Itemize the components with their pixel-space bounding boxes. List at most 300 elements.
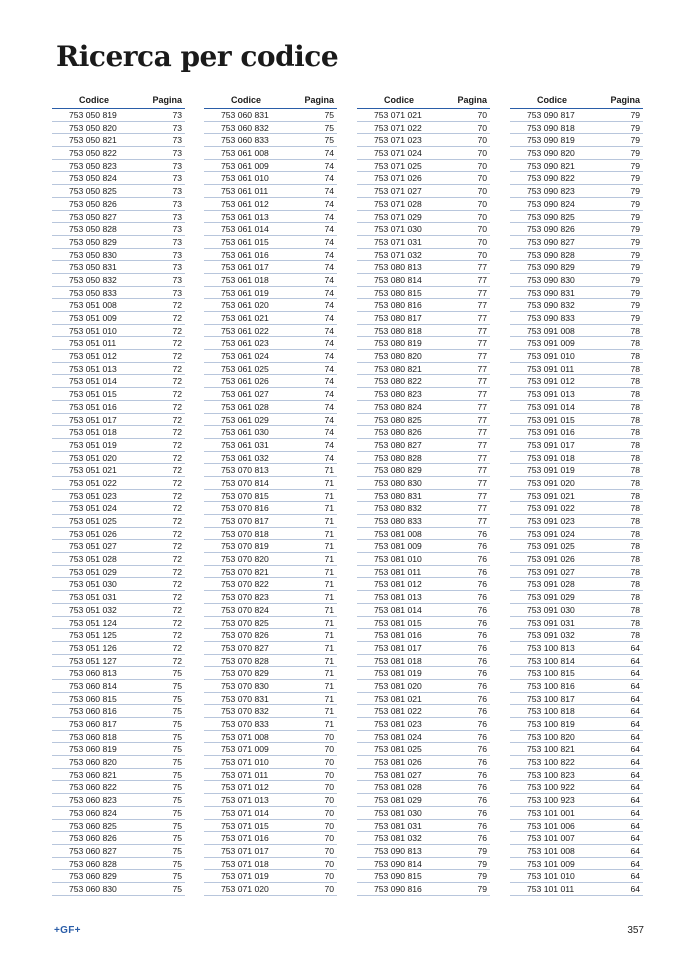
code-cell: 753 091 019 bbox=[527, 465, 575, 476]
table-row bbox=[204, 388, 337, 401]
code-cell: 753 081 023 bbox=[374, 719, 422, 729]
code-cell: 753 080 821 bbox=[374, 363, 422, 374]
page-cell: 78 bbox=[630, 541, 640, 552]
page-cell: 74 bbox=[324, 186, 334, 197]
code-cell: 753 070 813 bbox=[221, 465, 269, 476]
page-cell: 70 bbox=[324, 845, 334, 856]
table-row bbox=[510, 591, 643, 604]
page-cell: 76 bbox=[477, 680, 487, 691]
table-row bbox=[204, 604, 337, 617]
table-header bbox=[357, 95, 490, 109]
code-cell: 753 060 821 bbox=[69, 769, 117, 780]
table-row bbox=[357, 807, 490, 820]
code-cell: 753 080 814 bbox=[374, 274, 422, 285]
table-row bbox=[52, 249, 185, 262]
code-cell: 753 091 021 bbox=[527, 490, 575, 501]
code-cell: 753 061 009 bbox=[221, 160, 269, 171]
table-row bbox=[204, 337, 337, 350]
page-cell: 64 bbox=[630, 680, 640, 691]
page-cell: 72 bbox=[172, 427, 182, 438]
code-cell: 753 060 822 bbox=[69, 782, 117, 793]
code-cell: 753 080 819 bbox=[374, 338, 422, 349]
table-row bbox=[357, 540, 490, 553]
page-cell: 77 bbox=[477, 427, 487, 438]
code-cell: 753 100 822 bbox=[527, 757, 575, 768]
code-cell: 753 100 814 bbox=[527, 655, 575, 666]
code-cell: 753 100 821 bbox=[527, 744, 575, 755]
page-cell: 64 bbox=[630, 883, 640, 894]
table-row bbox=[510, 502, 643, 515]
code-cell: 753 081 012 bbox=[374, 579, 422, 590]
code-cell: 753 081 029 bbox=[374, 795, 422, 806]
code-cell: 753 090 816 bbox=[374, 883, 422, 894]
page-cell: 64 bbox=[630, 731, 640, 742]
page-cell: 70 bbox=[324, 883, 334, 894]
code-cell: 753 060 814 bbox=[69, 680, 117, 691]
code-cell: 753 081 016 bbox=[374, 630, 422, 641]
page-cell: 64 bbox=[630, 706, 640, 717]
code-cell: 753 081 008 bbox=[374, 528, 422, 539]
page-cell: 70 bbox=[477, 110, 487, 120]
page-cell: 79 bbox=[630, 148, 640, 159]
page-cell: 74 bbox=[324, 427, 334, 438]
code-cell: 753 071 016 bbox=[221, 833, 269, 844]
page-cell: 79 bbox=[630, 287, 640, 298]
page-cell: 76 bbox=[477, 604, 487, 615]
table-row bbox=[204, 185, 337, 198]
page-cell: 71 bbox=[324, 655, 334, 666]
page-cell: 78 bbox=[630, 554, 640, 565]
table-row bbox=[204, 490, 337, 503]
table-row bbox=[510, 223, 643, 236]
page-cell: 73 bbox=[172, 122, 182, 133]
code-cell: 753 090 817 bbox=[527, 110, 575, 120]
page-cell: 76 bbox=[477, 807, 487, 818]
table-row bbox=[510, 350, 643, 363]
code-cell: 753 081 022 bbox=[374, 706, 422, 717]
page-cell: 75 bbox=[172, 782, 182, 793]
table-row bbox=[52, 617, 185, 630]
page-cell: 70 bbox=[477, 198, 487, 209]
table-row bbox=[52, 667, 185, 680]
table-header bbox=[510, 95, 643, 109]
code-cell: 753 070 821 bbox=[221, 566, 269, 577]
page-cell: 77 bbox=[477, 300, 487, 311]
table-row bbox=[52, 325, 185, 338]
code-cell: 753 050 822 bbox=[69, 148, 117, 159]
table-row bbox=[52, 502, 185, 515]
page-cell: 64 bbox=[630, 668, 640, 679]
table-row bbox=[510, 731, 643, 744]
page-cell: 64 bbox=[630, 845, 640, 856]
table-row bbox=[357, 629, 490, 642]
table-row bbox=[204, 122, 337, 135]
code-cell: 753 070 818 bbox=[221, 528, 269, 539]
table-row bbox=[510, 401, 643, 414]
page-cell: 75 bbox=[172, 719, 182, 729]
code-cell: 753 081 010 bbox=[374, 554, 422, 565]
page-cell: 71 bbox=[324, 617, 334, 628]
code-cell: 753 061 023 bbox=[221, 338, 269, 349]
page-cell: 71 bbox=[324, 477, 334, 488]
table-row bbox=[357, 502, 490, 515]
code-cell: 753 050 830 bbox=[69, 249, 117, 260]
code-cell: 753 060 818 bbox=[69, 731, 117, 742]
code-cell: 753 091 023 bbox=[527, 516, 575, 526]
page-cell: 79 bbox=[630, 160, 640, 171]
code-cell: 753 080 823 bbox=[374, 389, 422, 400]
page-cell: 75 bbox=[172, 668, 182, 679]
code-cell: 753 070 822 bbox=[221, 579, 269, 590]
page-cell: 75 bbox=[172, 871, 182, 882]
table-row bbox=[52, 680, 185, 693]
page-cell: 74 bbox=[324, 351, 334, 362]
code-cell: 753 070 816 bbox=[221, 503, 269, 514]
page-cell: 79 bbox=[630, 173, 640, 184]
table-row bbox=[357, 363, 490, 376]
page-cell: 78 bbox=[630, 414, 640, 425]
table-row bbox=[52, 566, 185, 579]
table-row bbox=[204, 109, 337, 122]
table-row bbox=[510, 743, 643, 756]
table-row bbox=[204, 350, 337, 363]
table-row bbox=[510, 452, 643, 465]
code-cell: 753 051 124 bbox=[69, 617, 117, 628]
table-row bbox=[52, 236, 185, 249]
page-cell: 70 bbox=[324, 833, 334, 844]
code-cell: 753 060 816 bbox=[69, 706, 117, 717]
table-row bbox=[204, 680, 337, 693]
page-cell: 77 bbox=[477, 477, 487, 488]
code-cell: 753 051 015 bbox=[69, 389, 117, 400]
code-cell: 753 081 020 bbox=[374, 680, 422, 691]
page-cell: 76 bbox=[477, 782, 487, 793]
page-cell: 73 bbox=[172, 249, 182, 260]
table-row bbox=[357, 490, 490, 503]
table-row bbox=[510, 718, 643, 731]
table-row bbox=[204, 134, 337, 147]
page-cell: 77 bbox=[477, 262, 487, 273]
table-row bbox=[510, 540, 643, 553]
code-cell: 753 091 016 bbox=[527, 427, 575, 438]
table-row bbox=[204, 198, 337, 211]
table-row bbox=[52, 312, 185, 325]
code-cell: 753 090 819 bbox=[527, 135, 575, 146]
code-cell: 753 070 830 bbox=[221, 680, 269, 691]
page-cell: 78 bbox=[630, 477, 640, 488]
code-cell: 753 091 025 bbox=[527, 541, 575, 552]
table-row bbox=[52, 870, 185, 883]
code-cell: 753 070 827 bbox=[221, 642, 269, 653]
page-cell: 73 bbox=[172, 110, 182, 120]
page-cell: 71 bbox=[324, 503, 334, 514]
page-cell: 72 bbox=[172, 465, 182, 476]
code-cell: 753 070 829 bbox=[221, 668, 269, 679]
page-cell: 78 bbox=[630, 566, 640, 577]
page-cell: 74 bbox=[324, 325, 334, 336]
code-cell: 753 090 827 bbox=[527, 236, 575, 247]
code-cell: 753 061 027 bbox=[221, 389, 269, 400]
table-row bbox=[357, 756, 490, 769]
table-row bbox=[204, 756, 337, 769]
page-cell: 77 bbox=[477, 414, 487, 425]
page-title: Ricerca per codice bbox=[56, 40, 339, 73]
code-cell: 753 080 825 bbox=[374, 414, 422, 425]
page-cell: 76 bbox=[477, 668, 487, 679]
page-cell: 72 bbox=[172, 439, 182, 450]
table-row bbox=[357, 693, 490, 706]
page-cell: 79 bbox=[630, 122, 640, 133]
code-cell: 753 081 011 bbox=[374, 566, 422, 577]
table-row bbox=[52, 743, 185, 756]
page-cell: 75 bbox=[172, 807, 182, 818]
code-cell: 753 061 024 bbox=[221, 351, 269, 362]
code-cell: 753 090 830 bbox=[527, 274, 575, 285]
table-row bbox=[204, 287, 337, 300]
code-cell: 753 061 021 bbox=[221, 313, 269, 323]
table-row bbox=[204, 566, 337, 579]
code-cell: 753 090 831 bbox=[527, 287, 575, 298]
code-cell: 753 051 020 bbox=[69, 452, 117, 463]
table-row bbox=[357, 870, 490, 883]
table-row bbox=[52, 629, 185, 642]
page-cell: 71 bbox=[324, 630, 334, 641]
page-cell: 71 bbox=[324, 604, 334, 615]
code-cell: 753 050 826 bbox=[69, 198, 117, 209]
table-row bbox=[204, 452, 337, 465]
table-row bbox=[204, 629, 337, 642]
table-row bbox=[52, 299, 185, 312]
page-cell: 77 bbox=[477, 351, 487, 362]
code-cell: 753 061 010 bbox=[221, 173, 269, 184]
page-cell: 79 bbox=[630, 274, 640, 285]
code-cell: 753 051 014 bbox=[69, 376, 117, 387]
code-cell: 753 100 923 bbox=[527, 795, 575, 806]
table-row bbox=[204, 845, 337, 858]
code-cell: 753 081 017 bbox=[374, 642, 422, 653]
page-cell: 77 bbox=[477, 363, 487, 374]
code-cell: 753 100 818 bbox=[527, 706, 575, 717]
code-cell: 753 061 008 bbox=[221, 148, 269, 159]
page-cell: 73 bbox=[172, 287, 182, 298]
code-cell: 753 051 032 bbox=[69, 604, 117, 615]
table-row bbox=[52, 185, 185, 198]
page-cell: 77 bbox=[477, 439, 487, 450]
table-row bbox=[357, 287, 490, 300]
page-cell: 72 bbox=[172, 401, 182, 412]
code-cell: 753 051 021 bbox=[69, 465, 117, 476]
page-cell: 78 bbox=[630, 579, 640, 590]
code-cell: 753 071 027 bbox=[374, 186, 422, 197]
table-row bbox=[510, 464, 643, 477]
code-cell: 753 091 029 bbox=[527, 592, 575, 603]
table-row bbox=[52, 578, 185, 591]
code-cell: 753 081 021 bbox=[374, 693, 422, 704]
table-row bbox=[510, 870, 643, 883]
page-cell: 70 bbox=[324, 744, 334, 755]
code-cell: 753 090 821 bbox=[527, 160, 575, 171]
page-cell: 74 bbox=[324, 300, 334, 311]
table-row bbox=[510, 249, 643, 262]
code-cell: 753 051 013 bbox=[69, 363, 117, 374]
table-row bbox=[204, 261, 337, 274]
code-cell: 753 100 922 bbox=[527, 782, 575, 793]
code-cell: 753 081 032 bbox=[374, 833, 422, 844]
page-cell: 72 bbox=[172, 325, 182, 336]
code-table-column-2 bbox=[204, 95, 337, 896]
page-cell: 64 bbox=[630, 871, 640, 882]
table-row bbox=[510, 312, 643, 325]
code-cell: 753 050 819 bbox=[69, 110, 117, 120]
table-row bbox=[357, 617, 490, 630]
page-cell: 70 bbox=[324, 820, 334, 831]
page-cell: 76 bbox=[477, 655, 487, 666]
code-cell: 753 091 018 bbox=[527, 452, 575, 463]
code-cell: 753 091 008 bbox=[527, 325, 575, 336]
page-cell: 76 bbox=[477, 833, 487, 844]
page-cell: 76 bbox=[477, 592, 487, 603]
table-row bbox=[510, 274, 643, 287]
code-cell: 753 071 012 bbox=[221, 782, 269, 793]
page-cell: 78 bbox=[630, 363, 640, 374]
table-row bbox=[52, 439, 185, 452]
page-cell: 64 bbox=[630, 757, 640, 768]
table-row bbox=[52, 337, 185, 350]
table-row bbox=[204, 807, 337, 820]
table-row bbox=[52, 211, 185, 224]
page-cell: 70 bbox=[324, 807, 334, 818]
table-row bbox=[204, 617, 337, 630]
code-cell: 753 060 817 bbox=[69, 719, 117, 729]
page-cell: 70 bbox=[477, 211, 487, 222]
code-cell: 753 061 028 bbox=[221, 401, 269, 412]
page-cell: 64 bbox=[630, 820, 640, 831]
table-row bbox=[52, 401, 185, 414]
code-cell: 753 071 011 bbox=[221, 769, 269, 780]
page-cell: 79 bbox=[630, 300, 640, 311]
code-cell: 753 071 022 bbox=[374, 122, 422, 133]
table-row bbox=[510, 578, 643, 591]
table-row bbox=[510, 781, 643, 794]
page-cell: 71 bbox=[324, 719, 334, 729]
page-cell: 73 bbox=[172, 173, 182, 184]
code-cell: 753 070 819 bbox=[221, 541, 269, 552]
table-row bbox=[510, 820, 643, 833]
page-cell: 78 bbox=[630, 617, 640, 628]
table-row bbox=[357, 578, 490, 591]
code-cell: 753 050 828 bbox=[69, 224, 117, 235]
table-row bbox=[357, 604, 490, 617]
code-cell: 753 070 814 bbox=[221, 477, 269, 488]
page-cell: 78 bbox=[630, 452, 640, 463]
code-cell: 753 090 814 bbox=[374, 858, 422, 869]
table-row bbox=[204, 375, 337, 388]
code-cell: 753 080 827 bbox=[374, 439, 422, 450]
code-cell: 753 080 833 bbox=[374, 516, 422, 526]
table-row bbox=[510, 566, 643, 579]
page-cell: 75 bbox=[324, 122, 334, 133]
page-cell: 79 bbox=[477, 871, 487, 882]
code-cell: 753 071 013 bbox=[221, 795, 269, 806]
code-cell: 753 071 032 bbox=[374, 249, 422, 260]
code-cell: 753 090 823 bbox=[527, 186, 575, 197]
page-cell: 64 bbox=[630, 744, 640, 755]
code-cell: 753 091 017 bbox=[527, 439, 575, 450]
code-cell: 753 060 831 bbox=[221, 110, 269, 120]
table-row bbox=[52, 781, 185, 794]
code-cell: 753 080 829 bbox=[374, 465, 422, 476]
table-row bbox=[52, 375, 185, 388]
code-table-column-4 bbox=[510, 95, 643, 896]
table-row bbox=[510, 756, 643, 769]
table-row bbox=[204, 858, 337, 871]
table-row bbox=[204, 414, 337, 427]
code-cell: 753 091 020 bbox=[527, 477, 575, 488]
code-cell: 753 071 020 bbox=[221, 883, 269, 894]
page-cell: 76 bbox=[477, 541, 487, 552]
table-row bbox=[357, 731, 490, 744]
table-header bbox=[204, 95, 337, 109]
code-cell: 753 081 009 bbox=[374, 541, 422, 552]
page-cell: 74 bbox=[324, 363, 334, 374]
table-row bbox=[357, 667, 490, 680]
code-cell: 753 060 819 bbox=[69, 744, 117, 755]
table-row bbox=[510, 553, 643, 566]
table-row bbox=[510, 147, 643, 160]
table-row bbox=[357, 515, 490, 528]
page-cell: 78 bbox=[630, 604, 640, 615]
page-cell: 75 bbox=[172, 858, 182, 869]
page-cell: 79 bbox=[630, 135, 640, 146]
page-cell: 72 bbox=[172, 528, 182, 539]
code-cell: 753 051 009 bbox=[69, 313, 117, 323]
page-cell: 76 bbox=[477, 554, 487, 565]
page-cell: 64 bbox=[630, 769, 640, 780]
page-cell: 64 bbox=[630, 719, 640, 729]
page-cell: 76 bbox=[477, 820, 487, 831]
table-row bbox=[357, 718, 490, 731]
page-cell: 74 bbox=[324, 224, 334, 235]
code-cell: 753 061 032 bbox=[221, 452, 269, 463]
code-cell: 753 061 013 bbox=[221, 211, 269, 222]
table-row bbox=[357, 883, 490, 896]
code-cell: 753 081 014 bbox=[374, 604, 422, 615]
code-cell: 753 070 824 bbox=[221, 604, 269, 615]
page-cell: 76 bbox=[477, 744, 487, 755]
code-cell: 753 071 018 bbox=[221, 858, 269, 869]
page-cell: 64 bbox=[630, 693, 640, 704]
code-cell: 753 061 030 bbox=[221, 427, 269, 438]
page-cell: 75 bbox=[172, 731, 182, 742]
page-cell: 74 bbox=[324, 338, 334, 349]
code-cell: 753 090 824 bbox=[527, 198, 575, 209]
code-cell: 753 081 024 bbox=[374, 731, 422, 742]
page-cell: 72 bbox=[172, 414, 182, 425]
code-cell: 753 071 030 bbox=[374, 224, 422, 235]
table-row bbox=[52, 845, 185, 858]
code-cell: 753 071 017 bbox=[221, 845, 269, 856]
page-cell: 78 bbox=[630, 325, 640, 336]
page-cell: 74 bbox=[324, 414, 334, 425]
code-cell: 753 080 815 bbox=[374, 287, 422, 298]
page-cell: 79 bbox=[630, 186, 640, 197]
code-cell: 753 071 021 bbox=[374, 110, 422, 120]
code-cell: 753 100 820 bbox=[527, 731, 575, 742]
code-cell: 753 070 833 bbox=[221, 719, 269, 729]
page-cell: 79 bbox=[630, 211, 640, 222]
table-row bbox=[52, 756, 185, 769]
code-cell: 753 051 025 bbox=[69, 516, 117, 526]
